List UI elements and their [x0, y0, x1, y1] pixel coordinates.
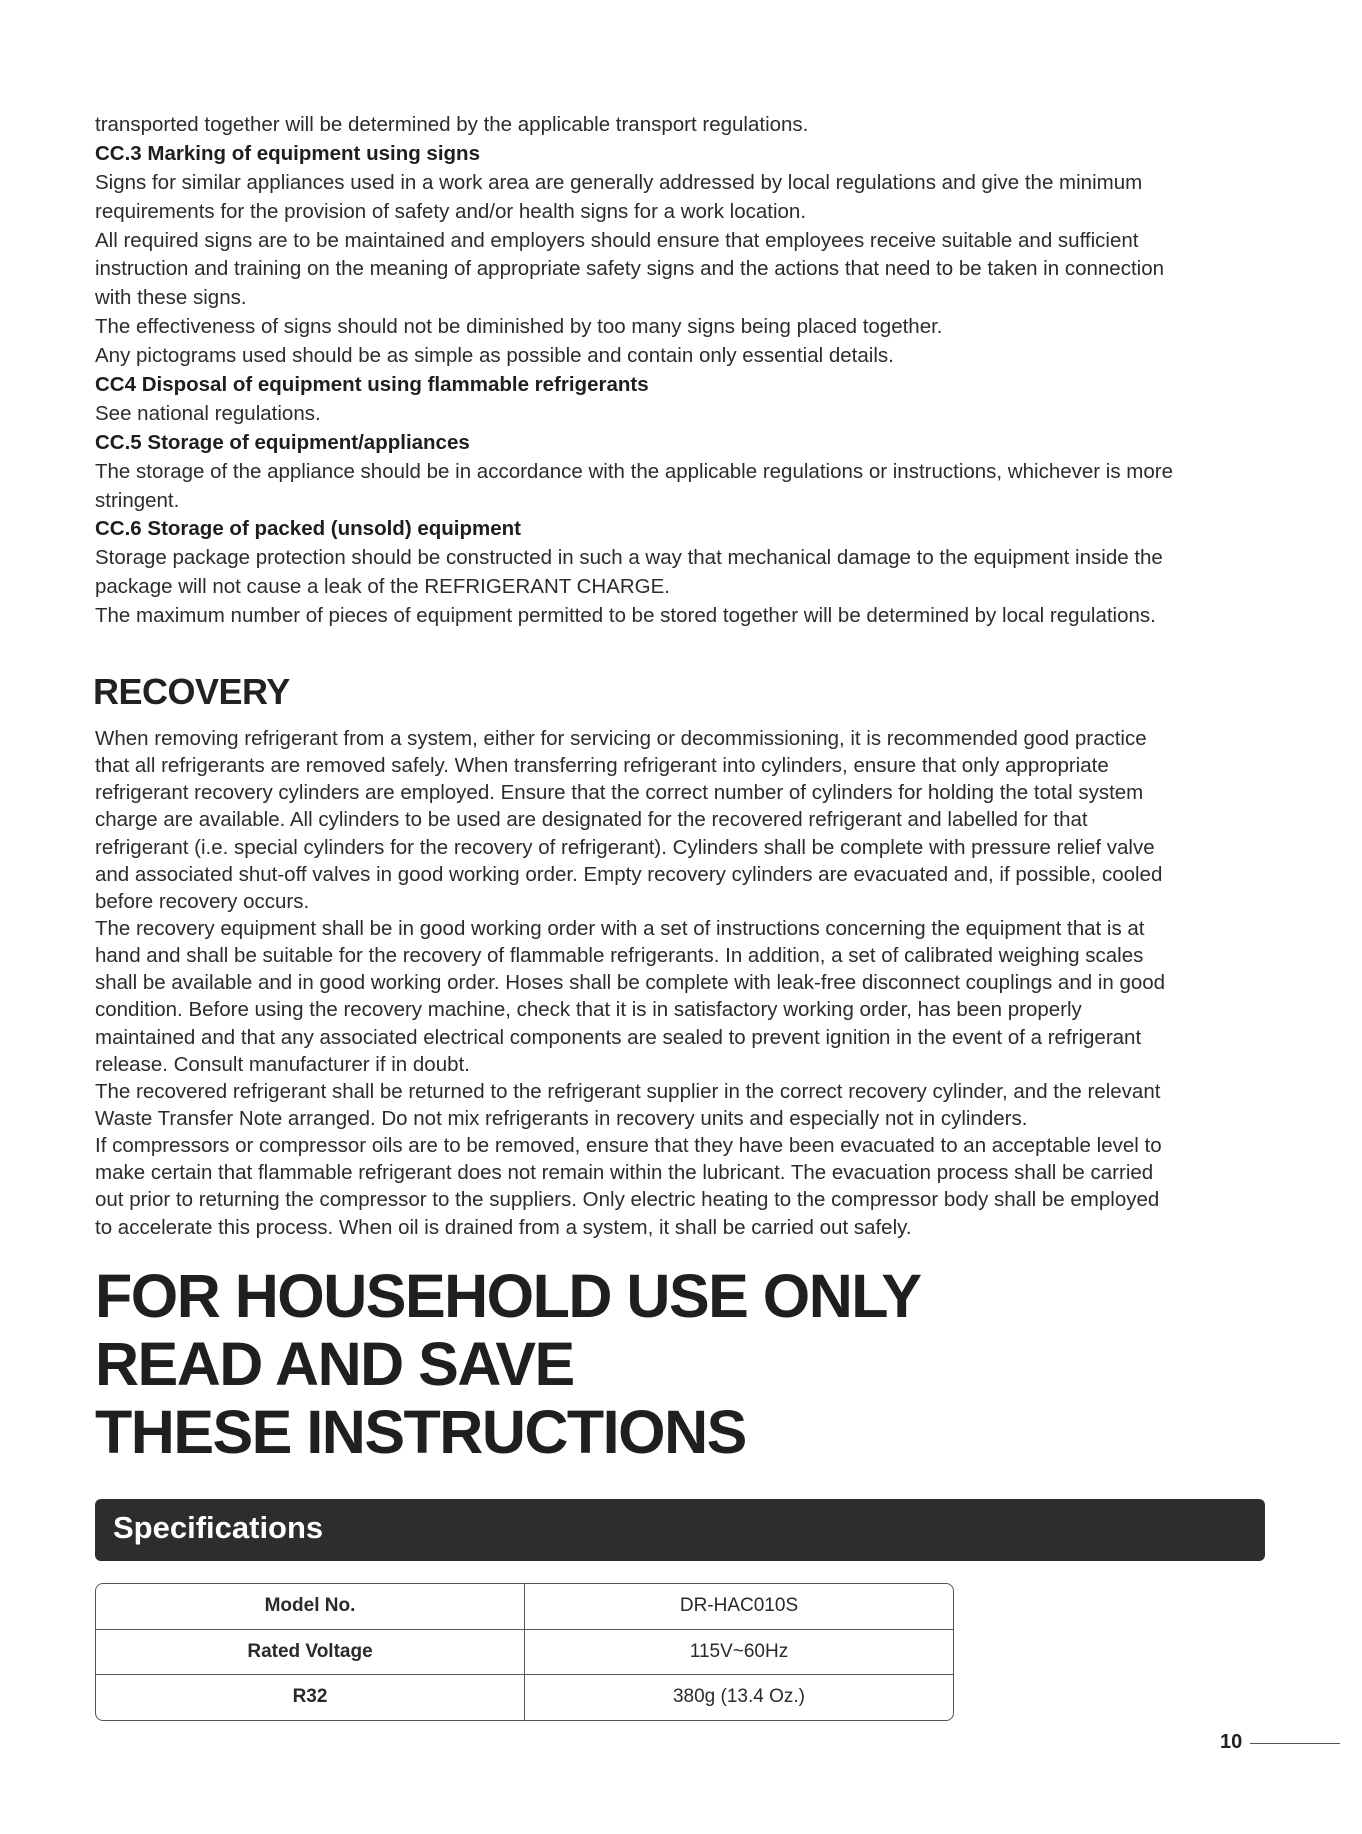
body-line: transported together will be determined by the applicable transport regulations. — [95, 113, 809, 136]
recovery-line: refrigerant recovery cylinders are employed. Ensure that the correct number of cylinders for holding the total system — [95, 781, 1144, 805]
notice-line: READ AND SAVE — [95, 1330, 574, 1398]
recovery-line: to accelerate this process. When oil is drained from a system, it shall be carried out safely. — [95, 1215, 912, 1239]
specifications-title: Specifications — [113, 1510, 324, 1545]
recovery-line: hand and shall be suitable for the recovery of flammable refrigerants. In addition, a set of calibrated weighing scales — [95, 944, 1144, 968]
recovery-line: When removing refrigerant from a system, either for servicing or decommissioning, it is recommended good practice — [95, 727, 1147, 750]
notice-line: FOR HOUSEHOLD USE ONLY — [95, 1262, 921, 1330]
recovery-line: shall be available and in good working order. Hoses shall be complete with leak-free disconnect couplings and in good — [95, 971, 1166, 995]
table-row — [96, 1584, 953, 1629]
recovery-heading: RECOVERY — [93, 671, 290, 712]
recovery-line: release. Consult manufacturer if in doubt. — [95, 1052, 470, 1076]
recovery-line: and associated shut-off valves in good working order. Empty recovery cylinders are evacuated and, if possible, cooled — [95, 862, 1163, 886]
subsection-heading-cc6: CC.6 Storage of packed (unsold) equipment — [95, 517, 521, 541]
recovery-line: refrigerant (i.e. special cylinders for the recovery of refrigerant). Cylinders shall be complete with pressure relief valve — [95, 835, 1155, 859]
body-line: stringent. — [95, 488, 180, 512]
recovery-line: The recovery equipment shall be in good working order with a set of instructions concerning the equipment that is at — [95, 916, 1145, 940]
body-line: The storage of the appliance should be in accordance with the applicable regulations or instructions, whichever is more — [95, 459, 1174, 483]
spec-label: Rated Voltage — [96, 1630, 525, 1675]
recovery-line: charge are available. All cylinders to be used are designated for the recovered refrigerant and labelled for that — [95, 808, 1088, 832]
specifications-header-bar — [95, 1499, 1265, 1561]
recovery-line: make certain that flammable refrigerant does not remain within the lubricant. The evacuation process shall be carried — [95, 1161, 1154, 1185]
spec-value: DR-HAC010S — [679, 1595, 799, 1617]
recovery-line: maintained and that any associated electrical components are sealed to prevent ignition in the event of a refrigerant — [95, 1025, 1142, 1049]
specifications-table — [95, 1583, 954, 1721]
notice-line: THESE INSTRUCTIONS — [95, 1398, 746, 1466]
intro-section — [95, 111, 1275, 631]
body-line: requirements for the provision of safety and/or health signs for a work location. — [95, 199, 807, 223]
spec-label: R32 — [96, 1675, 525, 1720]
body-line: Any pictograms used should be as simple as possible and contain only essential details. — [95, 344, 894, 368]
table-row — [96, 1674, 953, 1720]
recovery-line: If compressors or compressor oils are to be removed, ensure that they have been evacuated to an acceptable level to — [95, 1134, 1162, 1158]
recovery-line: out prior to returning the compressor to the suppliers. Only electric heating to the compressor body shall be employed — [95, 1188, 1160, 1212]
body-line: See national regulations. — [95, 401, 321, 425]
body-line: with these signs. — [95, 286, 247, 310]
body-line: Storage package protection should be constructed in such a way that mechanical damage to the equipment inside the — [95, 546, 1163, 570]
body-line: The maximum number of pieces of equipment permitted to be stored together will be determined by local regulations. — [95, 604, 1156, 628]
page-number-rule — [1250, 1743, 1340, 1744]
spec-value: 380g (13.4 Oz.) — [672, 1686, 806, 1708]
table-row — [96, 1629, 953, 1675]
subsection-heading-cc3: CC.3 Marking of equipment using signs — [95, 141, 480, 165]
subsection-heading-cc4: CC4 Disposal of equipment using flammable refrigerants — [95, 373, 649, 397]
recovery-line: The recovered refrigerant shall be returned to the refrigerant supplier in the correct recovery cylinder, and the relevant — [95, 1079, 1161, 1103]
body-line: The effectiveness of signs should not be diminished by too many signs being placed together. — [95, 315, 943, 339]
spec-label: Model No. — [96, 1584, 525, 1629]
body-line: Signs for similar appliances used in a work area are generally addressed by local regulations and give the minimum — [95, 170, 1143, 194]
page-number: 10 — [1220, 1731, 1243, 1753]
household-use-notice — [95, 1262, 921, 1466]
recovery-section — [95, 725, 1275, 1241]
recovery-line: condition. Before using the recovery machine, check that it is in satisfactory working order, has been properly — [95, 998, 1082, 1022]
body-line: package will not cause a leak of the REFRIGERANT CHARGE. — [95, 575, 670, 599]
body-line: instruction and training on the meaning of appropriate safety signs and the actions that need to be taken in connection — [95, 257, 1164, 281]
body-line: All required signs are to be maintained and employers should ensure that employees receive suitable and sufficient — [95, 228, 1139, 252]
recovery-line: Waste Transfer Note arranged. Do not mix refrigerants in recovery units and especially not in cylinders. — [95, 1106, 1028, 1130]
subsection-heading-cc5: CC.5 Storage of equipment/appliances — [95, 430, 470, 454]
recovery-line: before recovery occurs. — [95, 889, 310, 913]
recovery-line: that all refrigerants are removed safely. When transferring refrigerant into cylinders, ensure that only appropriate — [95, 754, 1109, 778]
spec-value: 115V~60Hz — [689, 1640, 789, 1662]
